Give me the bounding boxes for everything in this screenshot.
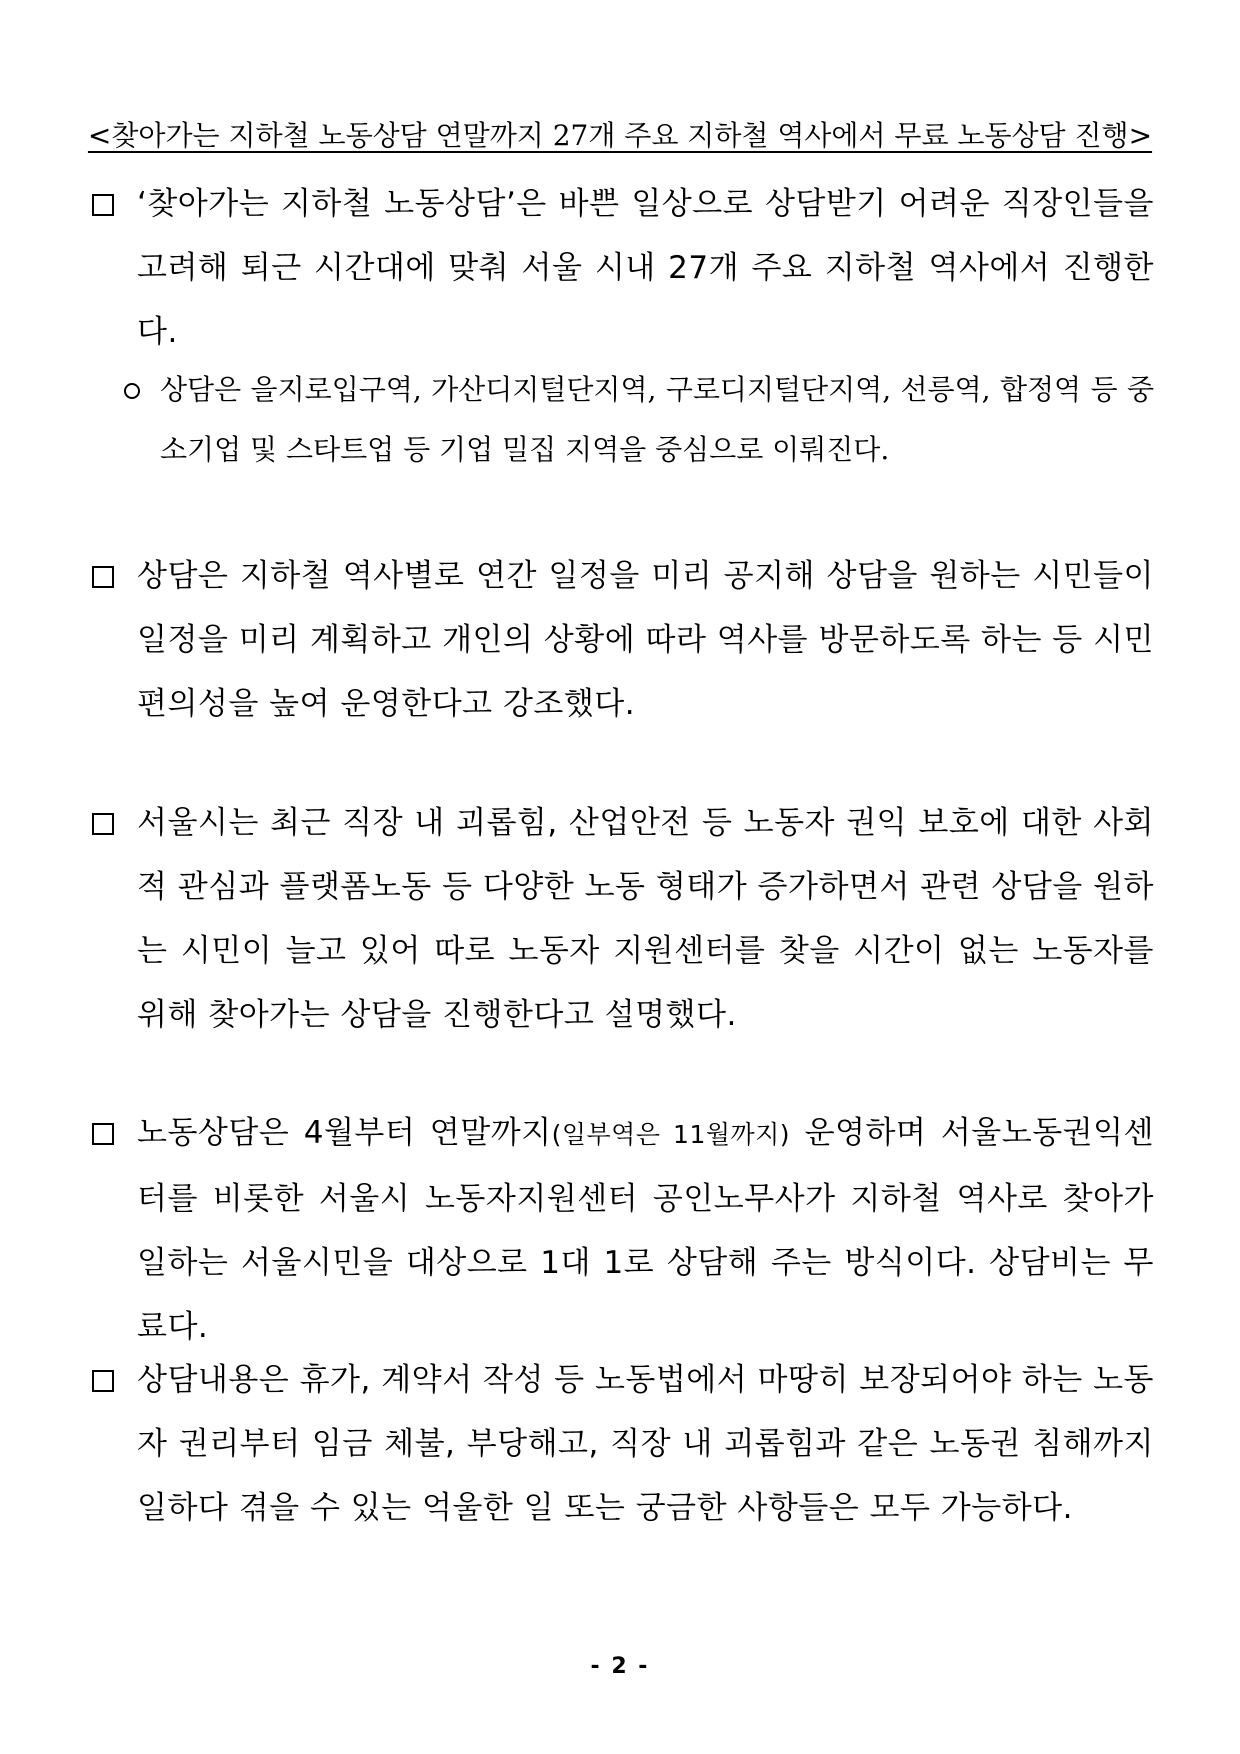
paragraph-2: 상담은 지하철 역사별로 연간 일정을 미리 공지해 상담을 원하는 시민들이 일정을 미리 계획하고 개인의 상황에 따라 역사를 방문하도록 하는 등 시민 편의성을 높여 운영한다고 강조했다. — [137, 558, 1154, 722]
square-bullet-icon — [92, 194, 114, 216]
sub-paragraph-1: 상담은 을지로입구역, 가산디지털단지역, 구로디지털단지역, 선릉역, 합정역 등 중소기업 및 스타트업 등 기업 밀집 지역을 중심으로 이뤄진다. — [160, 373, 1154, 466]
page-title-text: <찾아가는 지하철 노동상담 연말까지 27개 주요 지하철 역사에서 무료 노동상담 진행> — [87, 119, 1153, 152]
page-number: - 2 - — [590, 1654, 650, 1679]
paragraph-4-note: (일부역은 11월까지) — [551, 1120, 791, 1149]
square-bullet-icon — [92, 566, 114, 588]
page-title — [0, 116, 1240, 156]
square-bullet-icon — [92, 1370, 114, 1392]
paragraph-3: 서울시는 최근 직장 내 괴롭힘, 산업안전 등 노동자 권익 보호에 대한 사회적 관심과 플랫폼노동 등 다양한 노동 형태가 증가하면서 관련 상담을 원하는 시민이 늘고 있어 따로 노동자 지원센터를 찾을 시간이 없는 노동자를 위해 찾아가는 상담을 진행한다고 설명했다. — [137, 805, 1154, 1033]
square-bullet-icon — [92, 813, 114, 835]
paragraph-4-text-before: 노동상담은 4월부터 연말까지 — [137, 1115, 552, 1151]
circle-bullet-icon — [124, 383, 140, 399]
paragraph-1: ‘찾아가는 지하철 노동상담’은 바쁜 일상으로 상담받기 어려운 직장인들을 고려해 퇴근 시간대에 맞춰 서울 시내 27개 주요 지하철 역사에서 진행한다. — [137, 186, 1154, 350]
paragraph-5: 상담내용은 휴가, 계약서 작성 등 노동법에서 마땅히 보장되어야 하는 노동자 권리부터 임금 체불, 부당해고, 직장 내 괴롭힘과 같은 노동권 침해까지 일하다 겪을 수 있는 억울한 일 또는 궁금한 사항들은 모두 가능하다. — [137, 1362, 1154, 1526]
paragraph-4 — [137, 1101, 1154, 1359]
paragraph-4-text-after: 운영하며 서울노동권익센터를 비롯한 서울시 노동자지원센터 공인노무사가 지하철 역사로 찾아가 일하는 서울시민을 대상으로 1대 1로 상담해 주는 방식이다. 상담비는 무료다. — [137, 1115, 1154, 1345]
square-bullet-icon — [92, 1123, 114, 1145]
